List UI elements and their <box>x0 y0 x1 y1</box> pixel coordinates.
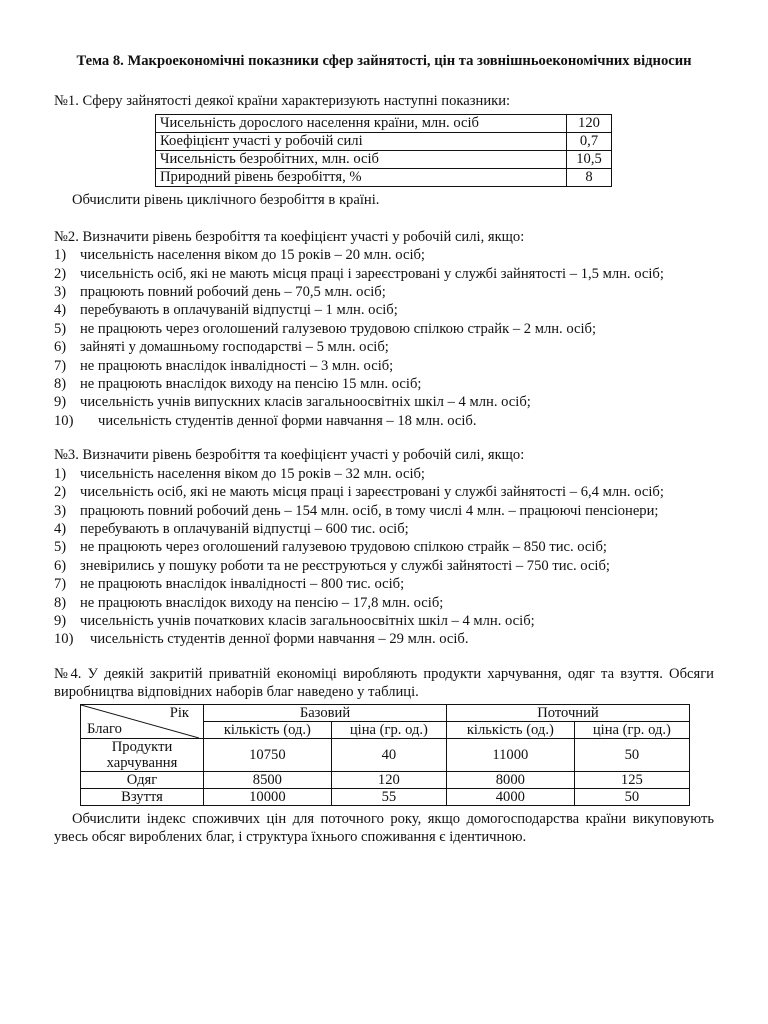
item-text: працюють повний робочий день – 70,5 млн. осіб; <box>80 284 386 301</box>
list-item <box>54 612 714 630</box>
table-row <box>81 788 690 805</box>
task1-question: Обчислити рівень циклічного безробіття в країні. <box>72 192 380 209</box>
table-cell-good: Одяг <box>81 771 204 788</box>
task2-intro: №2. Визначити рівень безробіття та коефіцієнт участі у робочій силі, якщо: <box>54 228 525 245</box>
item-number: 8) <box>54 594 67 611</box>
header-price: ціна (гр. од.) <box>331 721 446 738</box>
item-text: чисельність учнів початкових класів загальноосвітніх шкіл – 4 млн. осіб; <box>80 612 535 629</box>
item-text: не працюють внаслідок виходу на пенсію – 17,8 млн. осіб; <box>80 594 444 611</box>
list-item <box>54 594 714 612</box>
table-cell: 4000 <box>446 788 574 805</box>
table-cell: 50 <box>574 788 689 805</box>
list-item <box>54 412 714 430</box>
table-cell: 50 <box>574 738 689 771</box>
table-cell: 10000 <box>204 788 332 805</box>
corner-label-year: Рік <box>169 704 189 721</box>
table-cell: 8000 <box>446 771 574 788</box>
list-item <box>54 538 714 556</box>
table-cell: 8500 <box>204 771 332 788</box>
table-cell: 125 <box>574 771 689 788</box>
item-number: 10) <box>54 412 74 429</box>
list-item <box>54 357 714 375</box>
item-text: не працюють через оголошений галузевою трудовою спілкою страйк – 2 млн. осіб; <box>80 320 597 337</box>
table-cell: 120 <box>331 771 446 788</box>
item-number: 8) <box>54 376 67 393</box>
item-number: 9) <box>54 612 67 629</box>
table-cell-value: 8 <box>567 169 612 187</box>
table-row <box>81 738 690 771</box>
item-number: 6) <box>54 557 67 574</box>
table-cell-value: 10,5 <box>567 151 612 169</box>
item-text: не працюють внаслідок виходу на пенсію 15 млн. осіб; <box>80 376 422 393</box>
task1-intro: №1. Сферу зайнятості деякої країни характеризують наступні показники: <box>54 93 511 109</box>
item-text: чисельність осіб, які не мають місця праці і зареєстровані у службі зайнятості – 1,5 млн. осіб; <box>80 265 664 282</box>
list-item <box>54 630 714 648</box>
list-item <box>54 483 714 501</box>
table-cell-value: 0,7 <box>567 133 612 151</box>
table-cell: 55 <box>331 788 446 805</box>
list-item <box>54 557 714 575</box>
task1-table <box>155 114 612 187</box>
table-cell-good: Продукти харчування <box>81 738 204 771</box>
header-price: ціна (гр. од.) <box>574 721 689 738</box>
table-row <box>156 133 612 151</box>
table-cell-value: 120 <box>567 115 612 133</box>
item-number: 2) <box>54 265 67 282</box>
list-item <box>54 301 714 319</box>
header-qty: кількість (од.) <box>446 721 574 738</box>
list-item <box>54 575 714 593</box>
task4-question: Обчислити індекс споживчих цін для поточного року, якщо домогосподарства країни викуповують увесь обсяг вироблених благ, і структура їхнього споживання є ідентичною. <box>54 810 714 845</box>
item-text: не працюють внаслідок інвалідності – 3 млн. осіб; <box>80 357 394 374</box>
document-page <box>54 52 714 846</box>
item-text: чисельність студентів денної форми навчання – 29 млн. осіб. <box>90 631 469 648</box>
item-number: 4) <box>54 520 67 537</box>
task4-intro: №4. У деякій закритій приватній економіці виробляють продукти харчування, одяг та взуття. Обсяги виробництва відповідних наборів благ наведено у таблиці. <box>54 665 714 701</box>
task3-intro: №3. Визначити рівень безробіття та коефіцієнт участі у робочій силі, якщо: <box>54 447 525 464</box>
list-item <box>54 465 714 483</box>
item-text: чисельність учнів випускних класів загальноосвітніх шкіл – 4 млн. осіб; <box>80 394 531 411</box>
item-text: не працюють внаслідок інвалідності – 800 тис. осіб; <box>80 576 405 593</box>
task3-list <box>54 465 714 649</box>
table-cell-label: Природний рівень безробіття, % <box>156 169 567 187</box>
header-base-period: Базовий <box>204 704 447 721</box>
table-cell-label: Чисельність дорослого населення країни, млн. осіб <box>156 115 567 133</box>
item-number: 1) <box>54 247 67 264</box>
list-item <box>54 283 714 301</box>
item-text: зневірились у пошуку роботи та не реєструються у службі зайнятості – 750 тис. осіб; <box>80 557 610 574</box>
table-cell-label: Чисельність безробітних, млн. осіб <box>156 151 567 169</box>
item-number: 5) <box>54 539 67 556</box>
list-item <box>54 502 714 520</box>
item-number: 4) <box>54 302 67 319</box>
table-cell-good: Взуття <box>81 788 204 805</box>
item-text: перебувають в оплачуваній відпустці – 1 млн. осіб; <box>80 302 398 319</box>
task4-table <box>80 704 690 806</box>
item-number: 2) <box>54 484 67 501</box>
item-number: 5) <box>54 320 67 337</box>
item-text: працюють повний робочий день – 154 млн. осіб, в тому числі 4 млн. – працюючі пенсіонери; <box>80 502 659 519</box>
table-cell: 10750 <box>204 738 332 771</box>
list-item <box>54 338 714 356</box>
table-corner-cell <box>81 704 204 738</box>
item-number: 9) <box>54 394 67 411</box>
item-number: 3) <box>54 284 67 301</box>
item-text: чисельність студентів денної форми навчання – 18 млн. осіб. <box>98 412 477 429</box>
list-item <box>54 265 714 283</box>
header-current-period: Поточний <box>446 704 689 721</box>
item-number: 10) <box>54 631 74 648</box>
corner-label-good: Благо <box>87 720 122 737</box>
list-item <box>54 320 714 338</box>
item-text: чисельність населення віком до 15 років – 20 млн. осіб; <box>80 247 425 264</box>
item-text: перебувають в оплачуваній відпустці – 600 тис. осіб; <box>80 520 409 537</box>
header-qty: кількість (од.) <box>204 721 332 738</box>
item-number: 6) <box>54 339 67 356</box>
item-text: зайняті у домашньому господарстві – 5 млн. осіб; <box>80 339 389 356</box>
page-title: Тема 8. Макроекономічні показники сфер зайнятості, цін та зовнішньоекономічних відносин <box>76 53 692 69</box>
table-cell: 11000 <box>446 738 574 771</box>
table-row <box>156 115 612 133</box>
item-text: чисельність населення віком до 15 років – 32 млн. осіб; <box>80 465 425 482</box>
task2-list <box>54 246 714 430</box>
item-number: 3) <box>54 502 67 519</box>
table-cell: 40 <box>331 738 446 771</box>
item-number: 7) <box>54 576 67 593</box>
table-cell-label: Коефіцієнт участі у робочій силі <box>156 133 567 151</box>
table-row <box>156 169 612 187</box>
list-item <box>54 375 714 393</box>
item-text: не працюють через оголошений галузевою трудовою спілкою страйк – 850 тис. осіб; <box>80 539 607 556</box>
list-item <box>54 520 714 538</box>
list-item <box>54 393 714 411</box>
table-header-row <box>81 704 690 721</box>
item-number: 1) <box>54 465 67 482</box>
table-row <box>81 771 690 788</box>
item-text: чисельність осіб, які не мають місця праці і зареєстровані у службі зайнятості – 6,4 млн. осіб; <box>80 484 664 501</box>
table-row <box>156 151 612 169</box>
list-item <box>54 246 714 264</box>
item-number: 7) <box>54 357 67 374</box>
